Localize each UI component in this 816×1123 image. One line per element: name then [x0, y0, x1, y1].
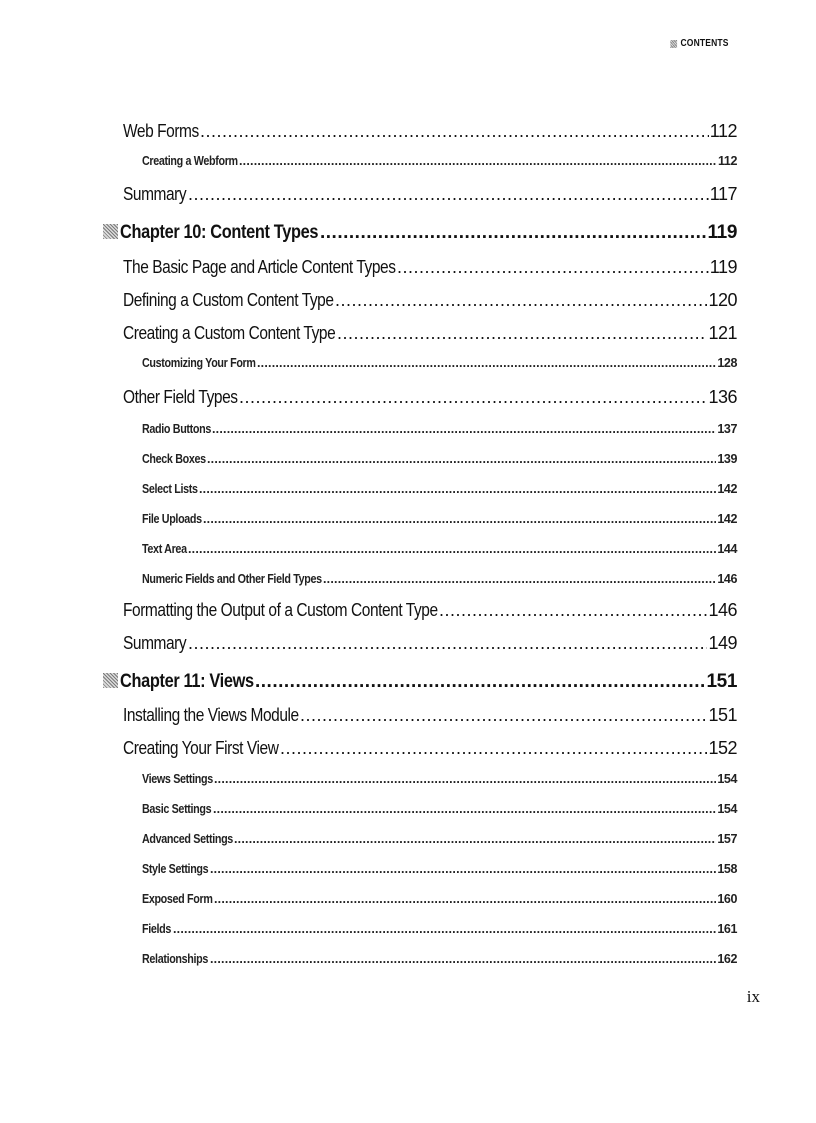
toc-entry-title-text: Formatting the Output of a Custom Content Type — [123, 600, 438, 620]
toc-entry-sub — [142, 892, 737, 910]
toc-entry-page: 139 — [717, 452, 737, 466]
toc-entry-title-text: Check Boxes — [142, 452, 206, 466]
dot-leader — [239, 154, 717, 168]
toc-entry-title-text: Chapter 10: Content Types — [120, 222, 319, 243]
dot-leader — [337, 323, 707, 344]
toc-entry-title — [142, 802, 212, 816]
toc-entry-title-text: Numeric Fields and Other Field Types — [142, 572, 322, 586]
dot-leader — [188, 184, 709, 205]
dot-leader — [212, 422, 716, 436]
toc-entry-title — [142, 832, 233, 846]
toc-entry-title-text: Creating a Webform — [142, 154, 238, 168]
toc-entry-section — [123, 600, 737, 626]
dot-leader — [200, 121, 709, 142]
toc-entry-section — [123, 184, 737, 210]
toc-entry-sub — [142, 482, 737, 500]
toc-entry-sub — [142, 542, 737, 560]
dot-leader — [320, 222, 707, 244]
toc-entry-sub — [142, 512, 737, 530]
toc-entry-page: 142 — [717, 482, 737, 496]
toc-entry-title — [142, 452, 206, 466]
toc-entry-title-text: Chapter 11: Views — [120, 671, 254, 692]
toc-entry-page: 154 — [717, 802, 737, 816]
toc-entry-page: 142 — [717, 512, 737, 526]
toc-entry-title — [142, 952, 209, 966]
toc-entry-title-text: Creating Your First View — [123, 738, 279, 758]
toc-entry-title — [103, 671, 254, 693]
toc-entry-section — [123, 738, 737, 764]
toc-entry-title-text: Style Settings — [142, 862, 209, 876]
toc-entry-sub — [142, 952, 737, 970]
toc-entry-title — [142, 356, 256, 370]
toc-entry-title — [123, 184, 187, 205]
toc-entry-page: 149 — [708, 633, 737, 653]
dot-leader — [173, 922, 716, 936]
toc-entry-page: 146 — [717, 572, 737, 586]
toc-entry-title-text: Basic Settings — [142, 802, 212, 816]
toc-entry-title-text: Defining a Custom Content Type — [123, 290, 334, 310]
toc-entry-title — [123, 600, 438, 621]
toc-entry-title-text: Text Area — [142, 542, 187, 556]
toc-entry-sub — [142, 802, 737, 820]
toc-entry-title — [142, 572, 322, 586]
dot-leader — [214, 892, 716, 906]
toc-entry-title-text: Exposed Form — [142, 892, 213, 906]
toc-entry-title-text: Web Forms — [123, 121, 199, 141]
toc-entry-page: 121 — [708, 323, 737, 343]
dot-leader — [280, 738, 707, 759]
toc-entry-title — [123, 323, 336, 344]
toc-entry-title-text: The Basic Page and Article Content Types — [123, 257, 396, 277]
toc-entry-title-text: Relationships — [142, 952, 209, 966]
toc-entry-sub — [142, 452, 737, 470]
toc-entry-page: 151 — [708, 705, 737, 725]
toc-entry-page: 161 — [717, 922, 737, 936]
toc-entry-page: 144 — [717, 542, 737, 556]
toc-entry-title-text: Installing the Views Module — [123, 705, 299, 725]
dot-leader — [214, 772, 716, 786]
toc-entry-title-text: Other Field Types — [123, 387, 238, 407]
chapter-square-icon — [103, 673, 118, 688]
toc-entry-page: 112 — [718, 154, 737, 168]
toc-entry-sub — [142, 832, 737, 850]
dot-leader — [397, 257, 709, 278]
toc-entry-title — [142, 512, 202, 526]
toc-entry-page: 162 — [717, 952, 737, 966]
toc-entry-title-text: Radio Buttons — [142, 422, 211, 436]
toc-entry-section — [123, 257, 737, 283]
toc-entry-section — [123, 387, 737, 413]
toc-entry-title — [123, 705, 299, 726]
toc-entry-page: 154 — [717, 772, 737, 786]
toc-entry-sub — [142, 422, 737, 440]
toc-entry-page: 119 — [707, 222, 737, 243]
toc-entry-title — [123, 738, 279, 759]
toc-entry-page: 160 — [717, 892, 737, 906]
toc-entry-title — [123, 387, 238, 408]
toc-entry-title — [142, 542, 187, 556]
dot-leader — [210, 862, 716, 876]
toc-entry-page: 112 — [709, 121, 737, 141]
toc-entry-title-text: Summary — [123, 633, 187, 653]
dot-leader — [300, 705, 707, 726]
dot-leader — [188, 542, 716, 556]
toc-entry-title — [123, 290, 334, 311]
toc-entry-section — [123, 290, 737, 316]
toc-entry-title-text: Customizing Your Form — [142, 356, 256, 370]
toc-entry-page: 136 — [708, 387, 737, 407]
dot-leader — [203, 512, 716, 526]
toc-entry-title-text: Summary — [123, 184, 187, 204]
toc-entry-section — [123, 705, 737, 731]
toc-entry-title-text: Select Lists — [142, 482, 198, 496]
dot-leader — [213, 802, 716, 816]
toc-entry-page: 157 — [717, 832, 737, 846]
dot-leader — [323, 572, 716, 586]
toc-entry-sub — [142, 922, 737, 940]
toc-entry-title — [142, 922, 172, 936]
toc-entry-page: 152 — [708, 738, 737, 758]
dot-leader — [210, 952, 716, 966]
toc-entry-page: 151 — [706, 671, 737, 692]
toc-entry-title-text: Creating a Custom Content Type — [123, 323, 336, 343]
toc-entry-title — [142, 892, 213, 906]
toc-entry-page: 119 — [709, 257, 737, 277]
toc-entry-page: 146 — [708, 600, 737, 620]
toc-entry-title — [142, 862, 209, 876]
toc-entry-title — [123, 633, 187, 654]
toc-entry-section — [123, 633, 737, 659]
toc-entry-sub — [142, 862, 737, 880]
dot-leader — [257, 356, 716, 370]
toc-entry-section — [123, 323, 737, 349]
toc-entry-title — [142, 422, 211, 436]
dot-leader — [199, 482, 716, 496]
toc-entry-page: 128 — [717, 356, 737, 370]
toc-entry-title-text: Views Settings — [142, 772, 213, 786]
page-number: ix — [746, 987, 760, 1006]
dot-leader — [255, 671, 705, 693]
running-head-label: CONTENTS — [680, 38, 729, 49]
dot-leader — [335, 290, 707, 311]
toc-entry-sub — [142, 154, 737, 172]
toc-entry-page: 137 — [717, 422, 737, 436]
toc-entry-page: 120 — [708, 290, 737, 310]
toc-entry-title — [103, 222, 319, 244]
toc-entry-title — [123, 121, 199, 142]
toc-entry-title-text: Fields — [142, 922, 172, 936]
dot-leader — [234, 832, 716, 846]
toc-entry-page: 158 — [717, 862, 737, 876]
toc-entry-chapter — [103, 671, 737, 697]
toc-entry-title-text: Advanced Settings — [142, 832, 233, 846]
toc-entry-page: 117 — [709, 184, 737, 204]
dot-leader — [207, 452, 716, 466]
toc-entry-title — [142, 772, 213, 786]
toc-entry-chapter — [103, 222, 737, 248]
toc-entry-title-text: File Uploads — [142, 512, 202, 526]
chapter-square-icon — [103, 224, 118, 239]
dot-leader — [188, 633, 707, 654]
toc-entry-title — [123, 257, 396, 278]
toc-entry-title — [142, 154, 238, 168]
dot-leader — [439, 600, 707, 621]
dot-leader — [239, 387, 707, 408]
toc-entry-sub — [142, 772, 737, 790]
toc-entry-sub — [142, 356, 737, 374]
toc-entry-sub — [142, 572, 737, 590]
toc-entry-title — [142, 482, 198, 496]
toc-entry-section — [123, 121, 737, 147]
